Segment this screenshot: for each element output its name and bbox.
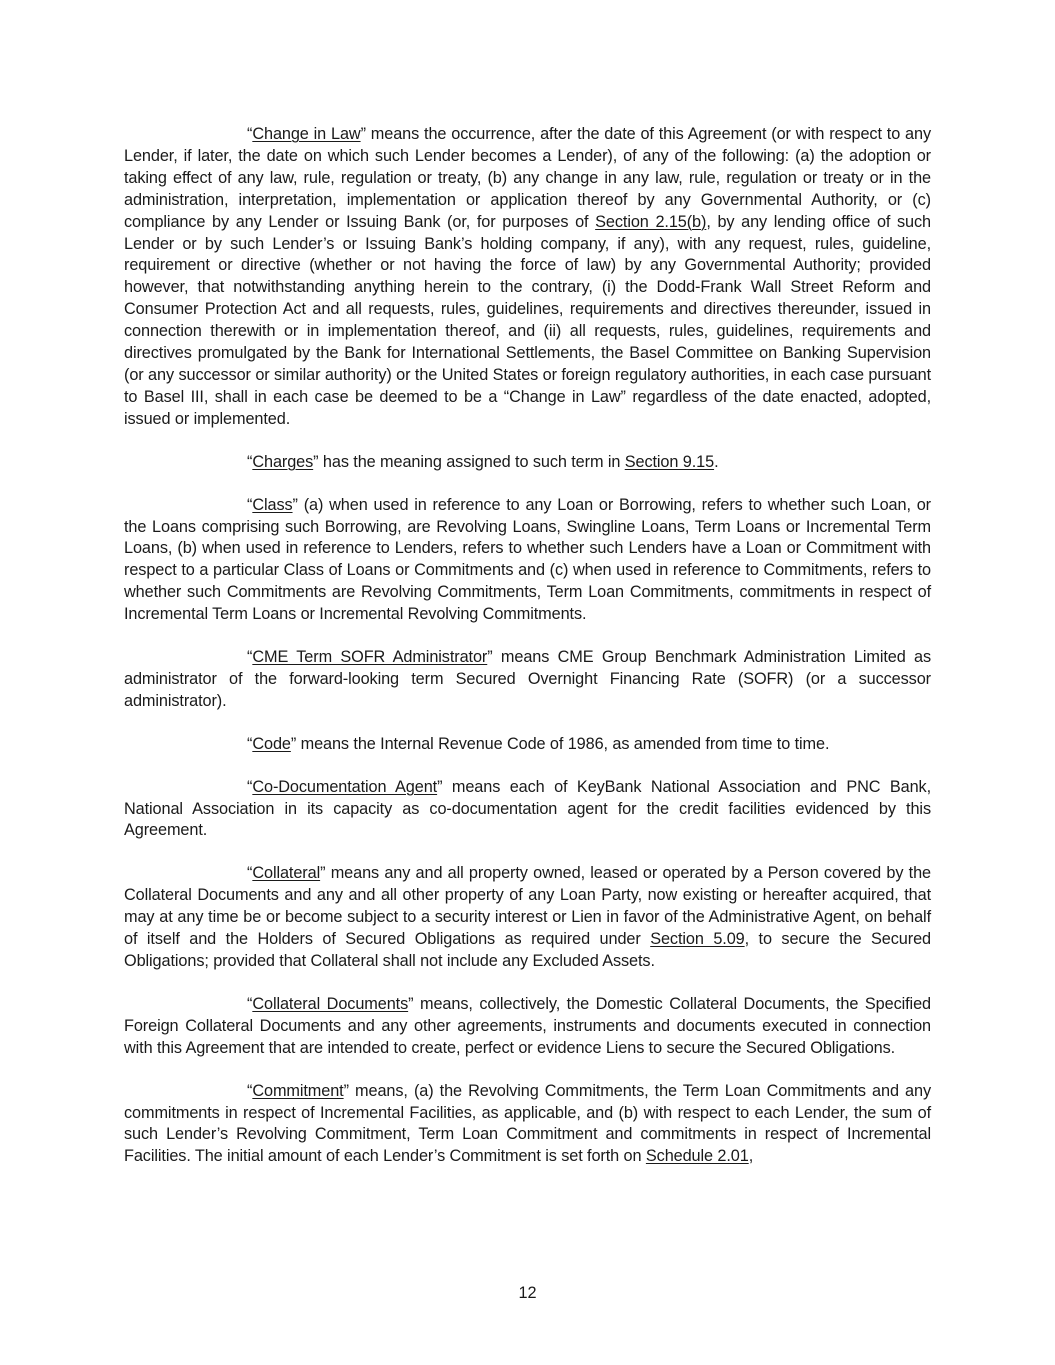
open-quote: “ xyxy=(247,125,253,143)
definition-text: , xyxy=(748,1147,754,1166)
definition-cme-term-sofr-administrator xyxy=(124,647,931,713)
definition-text: ” means the Internal Revenue Code of 1986, as amended from time to time. xyxy=(290,734,830,753)
definition-text: , to secure the Secured Obligations; provided that Collateral shall not include any Excluded Assets. xyxy=(124,930,931,970)
definition-change-in-law xyxy=(124,124,931,431)
open-quote: “ xyxy=(247,1081,253,1100)
open-quote: “ xyxy=(247,994,253,1013)
definition-text: ” means, collectively, the Domestic Collateral Documents, the Specified Foreign Collateral Documents and any other agreements, instruments and documents executed in connection with this Agreement that are intended to create, perfect or evidence Liens to secure the Secured Obligations. xyxy=(124,994,931,1057)
definition-text: ” means, (a) the Revolving Commitments, the Term Loan Commitments and any commitments in respect of Incremental Facilities, as applicable, and (b) with respect to each Lender, the sum of such Lender’s Revolving Commitment, Term Loan Commitment and commitments in respect of Incremental Facilities. The initial amount of each Lender’s Commitment is set forth on xyxy=(124,1081,931,1166)
definition-class xyxy=(124,495,931,626)
open-quote: “ xyxy=(247,864,253,883)
defined-term-collateral: Collateral xyxy=(252,864,321,883)
section-reference: Section 5.09 xyxy=(650,930,745,949)
definition-text: ” means any and all property owned, leased or operated by a Person covered by the Collateral Documents and any and all other property of any Loan Party, now existing or hereafter acquired, that may at any time be or become subject to a security interest or Lien in favor of the Administrative Agent, on behalf of itself and the Holders of Secured Obligations as required under xyxy=(124,864,931,949)
defined-term-cme-term-sofr-administrator: CME Term SOFR Administrator xyxy=(252,648,488,667)
definition-text: ” means CME Group Benchmark Administration Limited as administrator of the forward-looking term Secured Overnight Financing Rate (SOFR) (or a successor administrator). xyxy=(124,648,932,710)
open-quote: “ xyxy=(247,648,253,667)
definition-text: , by any lending office of such Lender or by such Lender’s or Issuing Bank’s holding company, if any), with any request, rules, guideline, requirement or directive (whether or not having the force of law) by any Governmental Authority; provided however, that notwithstanding anything herein to the contrary, (i) the Dodd-Frank Wall Street Reform and Consumer Protection Act and all requests, rules, guidelines, requirements and directives thereunder, issued in connection therewith or in implementation thereof, and (ii) all requests, rules, guidelines, requirements and directives promulgated by the Bank for International Settlements, the Basel Committee on Banking Supervision (or any successor or similar authority) or the United States or foreign regulatory authorities, in each case pursuant to Basel III, shall in each case be deemed to be a “Change in Law” regardless of the date enacted, adopted, issued or implemented. xyxy=(124,212,932,428)
defined-term-change-in-law: Change in Law xyxy=(252,125,361,143)
defined-term-code: Code xyxy=(252,734,291,753)
definition-collateral-documents xyxy=(124,994,931,1060)
section-reference: Section 2.15(b) xyxy=(595,212,707,231)
document-page xyxy=(124,124,931,1189)
definition-text: ” has the meaning assigned to such term in xyxy=(313,452,625,471)
definition-code xyxy=(124,734,931,756)
definition-commitment xyxy=(124,1081,931,1169)
definition-collateral xyxy=(124,863,931,973)
definition-charges xyxy=(124,452,931,474)
open-quote: “ xyxy=(247,452,253,471)
open-quote: “ xyxy=(247,777,253,796)
open-quote: “ xyxy=(247,734,253,753)
section-reference: Section 9.15 xyxy=(624,452,715,471)
definition-text: ” (a) when used in reference to any Loan or Borrowing, refers to whether such Loan, or the Loans comprising such Borrowing, are Revolving Loans, Swingline Loans, Term Loans or Incremental Term Loans, (b) when used in reference to Lenders, refers to whether such Lenders have a Loan or Commitment with respect to a particular Class of Loans or Commitments and (c) when used in reference to Commitments, refers to whether such Commitments are Revolving Commitments, Term Loan Commitments, commitments in respect of Incremental Term Loans or Incremental Revolving Commitments. xyxy=(124,495,931,624)
defined-term-commitment: Commitment xyxy=(252,1081,344,1100)
schedule-reference: Schedule 2.01 xyxy=(645,1147,749,1166)
defined-term-co-documentation-agent: Co-Documentation Agent xyxy=(252,777,438,796)
definition-text: ” means the occurrence, after the date of this Agreement (or with respect to any Lender, if later, the date on which such Lender becomes a Lender), of any of the following: (a) the adoption or taking effect of any law, rule, regulation or treaty, (b) any change in any law, rule, regulation or treaty or in the administration, interpretation, implementation or application thereof by any Governmental Authority, or (c) compliance by any Lender or Issuing Bank (or, for purposes of xyxy=(124,125,931,231)
page-number: 12 xyxy=(518,1284,537,1302)
definition-text: ” means each of KeyBank National Association and PNC Bank, National Association in its capacity as co-documentation agent for the credit facilities evidenced by this Agreement. xyxy=(124,777,931,840)
defined-term-class: Class xyxy=(252,495,293,514)
open-quote: “ xyxy=(247,495,253,514)
defined-term-charges: Charges xyxy=(252,452,314,471)
definition-text: . xyxy=(714,452,719,471)
defined-term-collateral-documents: Collateral Documents xyxy=(252,994,409,1013)
definition-co-documentation-agent xyxy=(124,777,931,843)
